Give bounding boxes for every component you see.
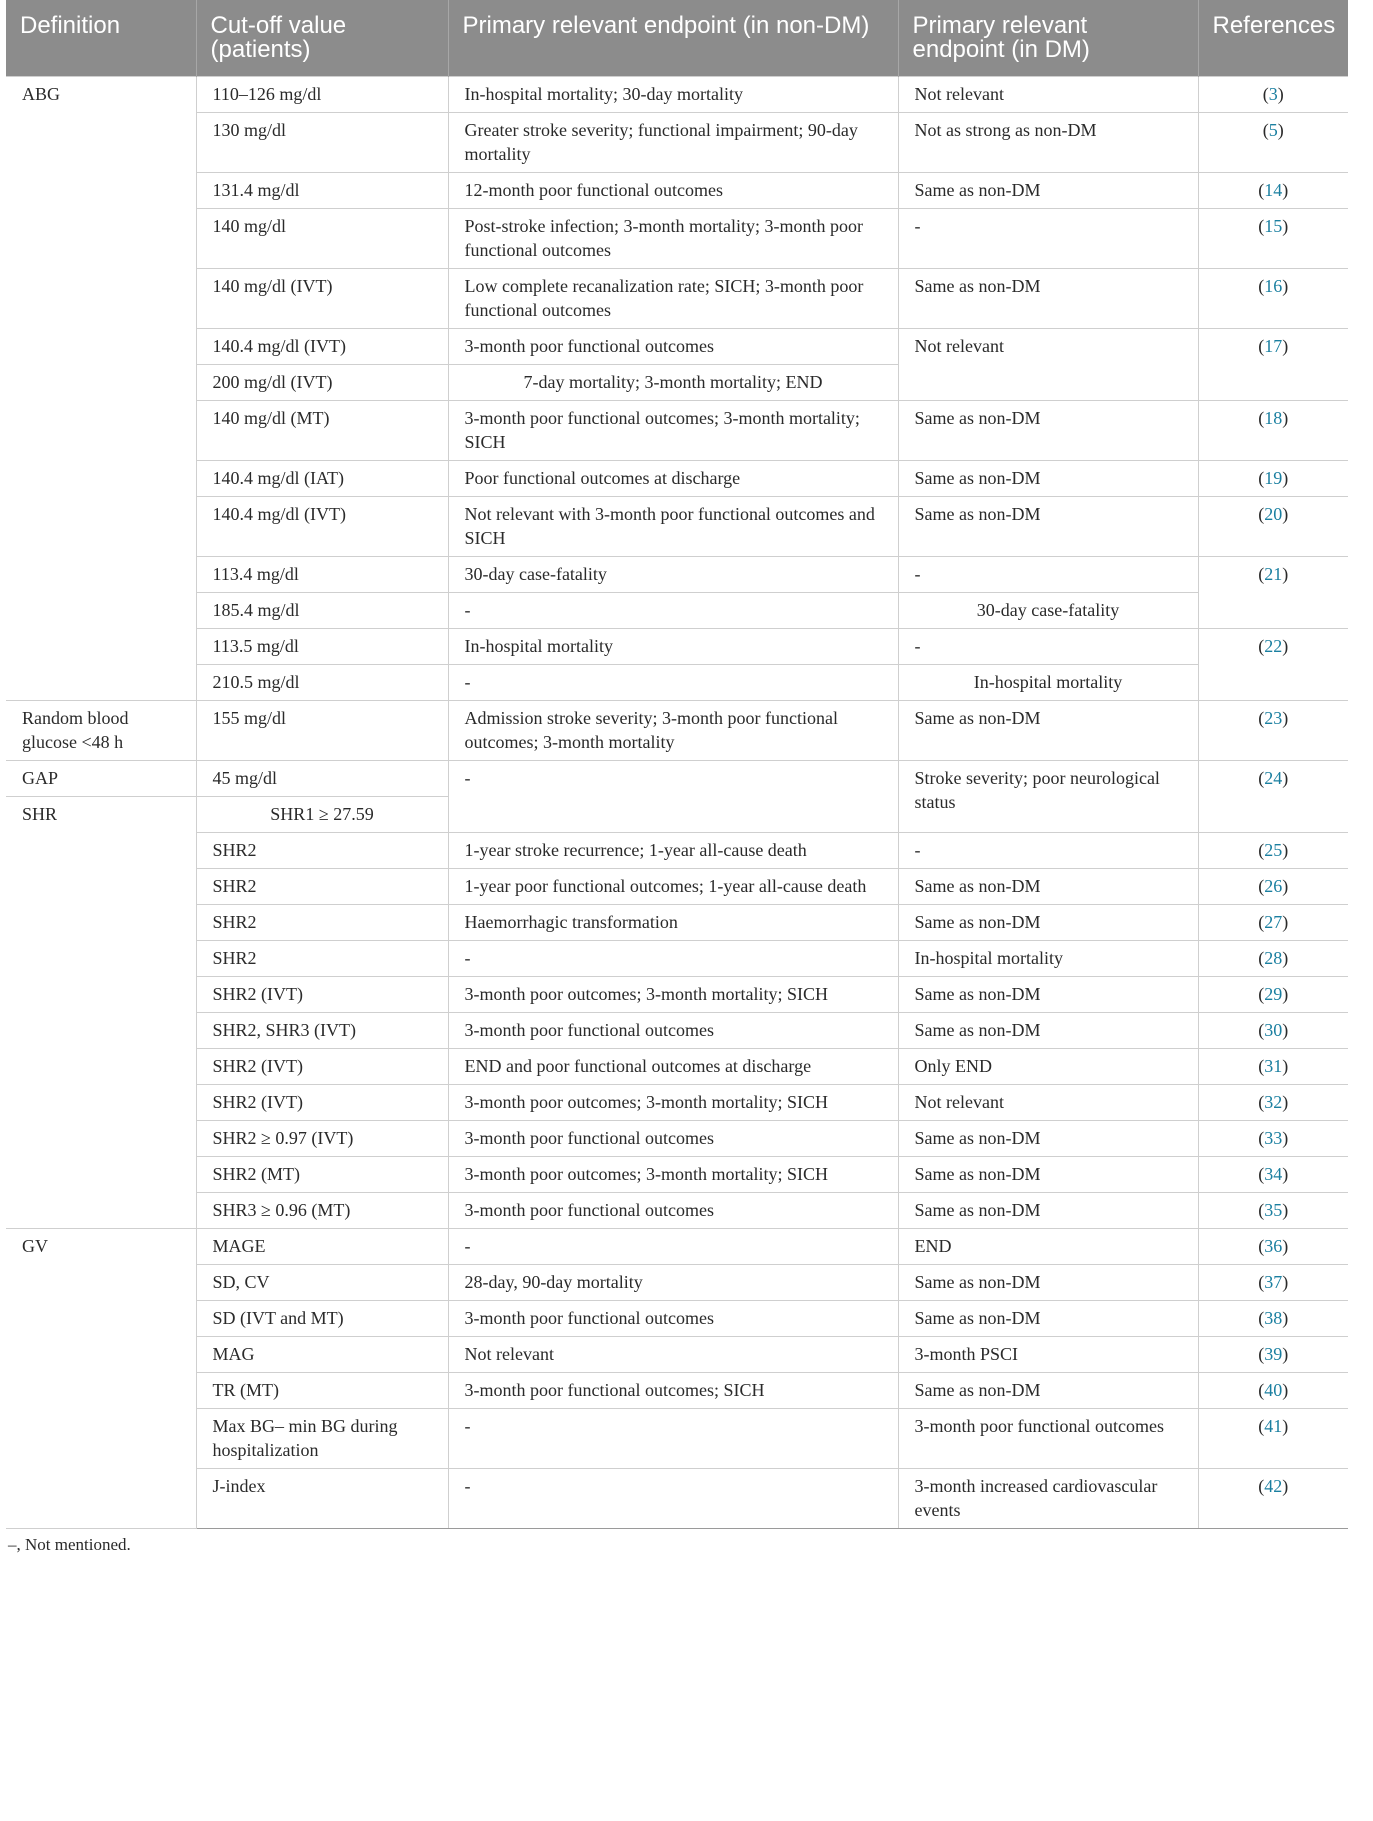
ref-link[interactable]: 28 — [1264, 948, 1283, 968]
nondm-cell: 3-month poor functional outcomes — [448, 1301, 898, 1337]
cutoff-cell: SHR2 — [196, 833, 448, 869]
dm-cell: Same as non-DM — [898, 1193, 1198, 1229]
ref-cell: (39) — [1198, 1337, 1348, 1373]
ref-link[interactable]: 15 — [1264, 216, 1283, 236]
cutoff-cell: SHR2 ≥ 0.97 (IVT) — [196, 1121, 448, 1157]
ref-link[interactable]: 25 — [1264, 840, 1283, 860]
table-row — [6, 557, 1348, 593]
cutoff-cell: 113.5 mg/dl — [196, 629, 448, 665]
nondm-cell: 3-month poor functional outcomes; 3-month mortality; SICH — [448, 401, 898, 461]
ref-link[interactable]: 16 — [1264, 276, 1283, 296]
table-row — [6, 1121, 1348, 1157]
ref-link[interactable]: 35 — [1264, 1200, 1283, 1220]
table-row — [6, 329, 1348, 365]
ref-link[interactable]: 42 — [1264, 1476, 1283, 1496]
ref-cell: (29) — [1198, 977, 1348, 1013]
nondm-cell: - — [448, 1229, 898, 1265]
glucose-cutoff-table — [6, 0, 1348, 1529]
table-row — [6, 1193, 1348, 1229]
ref-link[interactable]: 33 — [1264, 1128, 1283, 1148]
table-row — [6, 269, 1348, 329]
dm-cell: Same as non-DM — [898, 497, 1198, 557]
table-row — [6, 461, 1348, 497]
dm-cell: Same as non-DM — [898, 701, 1198, 761]
nondm-cell: 3-month poor functional outcomes; SICH — [448, 1373, 898, 1409]
dm-cell: - — [898, 833, 1198, 869]
table-row — [6, 1157, 1348, 1193]
table-header-row — [6, 0, 1348, 77]
dm-cell: END — [898, 1229, 1198, 1265]
ref-link[interactable]: 17 — [1264, 336, 1283, 356]
table-row — [6, 1409, 1348, 1469]
cutoff-cell: SD (IVT and MT) — [196, 1301, 448, 1337]
table-footnote: –, Not mentioned. — [8, 1535, 131, 1554]
table-row — [6, 1373, 1348, 1409]
nondm-cell: 3-month poor functional outcomes — [448, 1121, 898, 1157]
dm-cell: Same as non-DM — [898, 977, 1198, 1013]
cutoff-cell: SHR2 (IVT) — [196, 1085, 448, 1121]
table-row — [6, 401, 1348, 461]
ref-cell: (41) — [1198, 1409, 1348, 1469]
ref-cell: (31) — [1198, 1049, 1348, 1085]
cutoff-cell: SHR2 — [196, 869, 448, 905]
ref-cell: (16) — [1198, 269, 1348, 329]
table-row — [6, 1301, 1348, 1337]
nondm-cell: - — [448, 941, 898, 977]
nondm-cell: In-hospital mortality — [448, 629, 898, 665]
ref-link[interactable]: 20 — [1264, 504, 1283, 524]
dm-cell: 3-month poor functional outcomes — [898, 1409, 1198, 1469]
nondm-cell: 3-month poor outcomes; 3-month mortality; SICH — [448, 1085, 898, 1121]
table-row — [6, 1049, 1348, 1085]
ref-cell: (15) — [1198, 209, 1348, 269]
dm-cell: - — [898, 557, 1198, 593]
group-abg: ABG — [6, 77, 196, 701]
ref-link[interactable]: 39 — [1264, 1344, 1283, 1364]
cutoff-cell: SHR2, SHR3 (IVT) — [196, 1013, 448, 1049]
ref-link[interactable]: 3 — [1268, 84, 1278, 104]
cutoff-cell: 113.4 mg/dl — [196, 557, 448, 593]
ref-link[interactable]: 24 — [1264, 768, 1283, 788]
table-row — [6, 701, 1348, 761]
dm-cell: Same as non-DM — [898, 401, 1198, 461]
header-endpoint-dm: Primary relevant endpoint (in DM) — [898, 0, 1198, 77]
cutoff-cell: 155 mg/dl — [196, 701, 448, 761]
ref-cell: (20) — [1198, 497, 1348, 557]
ref-cell: (37) — [1198, 1265, 1348, 1301]
nondm-cell: - — [448, 1409, 898, 1469]
cutoff-cell: J-index — [196, 1469, 448, 1529]
nondm-cell: END and poor functional outcomes at discharge — [448, 1049, 898, 1085]
dm-cell: - — [898, 209, 1198, 269]
ref-cell: (42) — [1198, 1469, 1348, 1529]
nondm-cell: 7-day mortality; 3-month mortality; END — [448, 365, 898, 401]
nondm-cell: 3-month poor outcomes; 3-month mortality; SICH — [448, 977, 898, 1013]
cutoff-cell: SHR1 ≥ 27.59 — [196, 797, 448, 833]
header-definition: Definition — [6, 0, 196, 77]
ref-cell: (5) — [1198, 113, 1348, 173]
ref-link[interactable]: 37 — [1264, 1272, 1283, 1292]
ref-link[interactable]: 26 — [1264, 876, 1283, 896]
dm-cell: Same as non-DM — [898, 1373, 1198, 1409]
dm-cell: Same as non-DM — [898, 905, 1198, 941]
ref-link[interactable]: 38 — [1264, 1308, 1283, 1328]
ref-cell: (25) — [1198, 833, 1348, 869]
group-gv: GV — [6, 1229, 196, 1529]
table-row — [6, 665, 1348, 701]
ref-link[interactable]: 14 — [1264, 180, 1283, 200]
table-row — [6, 77, 1348, 113]
cutoff-cell: 140 mg/dl — [196, 209, 448, 269]
ref-cell: (17) — [1198, 329, 1348, 401]
nondm-cell: - — [448, 761, 898, 833]
nondm-cell: 3-month poor functional outcomes — [448, 1193, 898, 1229]
ref-cell: (24) — [1198, 761, 1348, 833]
ref-link[interactable]: 23 — [1264, 708, 1283, 728]
nondm-cell: Not relevant — [448, 1337, 898, 1373]
dm-cell: Same as non-DM — [898, 1265, 1198, 1301]
ref-cell: (30) — [1198, 1013, 1348, 1049]
ref-cell: (23) — [1198, 701, 1348, 761]
dm-cell: Same as non-DM — [898, 1013, 1198, 1049]
nondm-cell: 30-day case-fatality — [448, 557, 898, 593]
cutoff-cell: 140 mg/dl (MT) — [196, 401, 448, 461]
ref-link[interactable]: 30 — [1264, 1020, 1283, 1040]
nondm-cell: Not relevant with 3-month poor functional outcomes and SICH — [448, 497, 898, 557]
nondm-cell: 28-day, 90-day mortality — [448, 1265, 898, 1301]
dm-cell: Not relevant — [898, 1085, 1198, 1121]
table-row — [6, 113, 1348, 173]
cutoff-cell: 140.4 mg/dl (IAT) — [196, 461, 448, 497]
ref-cell: (32) — [1198, 1085, 1348, 1121]
dm-cell: 30-day case-fatality — [898, 593, 1198, 629]
nondm-cell: 3-month poor functional outcomes — [448, 1013, 898, 1049]
group-gap: GAP — [6, 761, 196, 797]
cutoff-cell: SHR2 (IVT) — [196, 977, 448, 1013]
nondm-cell: - — [448, 1469, 898, 1529]
ref-cell: (26) — [1198, 869, 1348, 905]
dm-cell: 3-month PSCI — [898, 1337, 1198, 1373]
nondm-cell: Post-stroke infection; 3-month mortality; 3-month poor functional outcomes — [448, 209, 898, 269]
cutoff-cell: MAG — [196, 1337, 448, 1373]
dm-cell: In-hospital mortality — [898, 941, 1198, 977]
cutoff-cell: 140.4 mg/dl (IVT) — [196, 329, 448, 365]
table-row — [6, 1013, 1348, 1049]
table-row — [6, 905, 1348, 941]
ref-link[interactable]: 34 — [1264, 1164, 1283, 1184]
ref-cell: (36) — [1198, 1229, 1348, 1265]
group-random: Random blood glucose <48 h — [6, 701, 196, 761]
cutoff-cell: SHR2 (MT) — [196, 1157, 448, 1193]
dm-cell: Only END — [898, 1049, 1198, 1085]
dm-cell: Not relevant — [898, 329, 1198, 401]
ref-link[interactable]: 36 — [1264, 1236, 1283, 1256]
nondm-cell: 3-month poor outcomes; 3-month mortality; SICH — [448, 1157, 898, 1193]
ref-link[interactable]: 29 — [1264, 984, 1283, 1004]
ref-cell: (22) — [1198, 629, 1348, 701]
ref-link[interactable]: 19 — [1264, 468, 1283, 488]
ref-link[interactable]: 18 — [1264, 408, 1283, 428]
cutoff-cell: 210.5 mg/dl — [196, 665, 448, 701]
ref-cell: (3) — [1198, 77, 1348, 113]
nondm-cell: 1-year stroke recurrence; 1-year all-cause death — [448, 833, 898, 869]
ref-link[interactable]: 41 — [1264, 1416, 1283, 1436]
nondm-cell: Greater stroke severity; functional impairment; 90-day mortality — [448, 113, 898, 173]
cutoff-cell: 131.4 mg/dl — [196, 173, 448, 209]
cutoff-cell: SD, CV — [196, 1265, 448, 1301]
cutoff-cell: 140 mg/dl (IVT) — [196, 269, 448, 329]
ref-cell: (28) — [1198, 941, 1348, 977]
cutoff-cell: 110–126 mg/dl — [196, 77, 448, 113]
cutoff-cell: MAGE — [196, 1229, 448, 1265]
dm-cell: Same as non-DM — [898, 869, 1198, 905]
ref-link[interactable]: 32 — [1264, 1092, 1283, 1112]
cutoff-cell: SHR3 ≥ 0.96 (MT) — [196, 1193, 448, 1229]
ref-cell: (40) — [1198, 1373, 1348, 1409]
cutoff-cell: SHR2 — [196, 941, 448, 977]
table-row — [6, 173, 1348, 209]
dm-cell: 3-month increased cardiovascular events — [898, 1469, 1198, 1529]
ref-cell: (27) — [1198, 905, 1348, 941]
cutoff-cell: 130 mg/dl — [196, 113, 448, 173]
table-row — [6, 1265, 1348, 1301]
ref-link[interactable]: 22 — [1264, 636, 1283, 656]
nondm-cell: In-hospital mortality; 30-day mortality — [448, 77, 898, 113]
dm-cell: Same as non-DM — [898, 461, 1198, 497]
table-row — [6, 497, 1348, 557]
dm-cell: In-hospital mortality — [898, 665, 1198, 701]
dm-cell: Not as strong as non-DM — [898, 113, 1198, 173]
dm-cell: - — [898, 629, 1198, 665]
cutoff-cell: 140.4 mg/dl (IVT) — [196, 497, 448, 557]
nondm-cell: Haemorrhagic transformation — [448, 905, 898, 941]
cutoff-cell: 45 mg/dl — [196, 761, 448, 797]
dm-cell: Same as non-DM — [898, 173, 1198, 209]
nondm-cell: 12-month poor functional outcomes — [448, 173, 898, 209]
table-row — [6, 977, 1348, 1013]
dm-cell: Same as non-DM — [898, 269, 1198, 329]
nondm-cell: 3-month poor functional outcomes — [448, 329, 898, 365]
ref-cell: (34) — [1198, 1157, 1348, 1193]
table-row — [6, 761, 1348, 797]
table-row — [6, 1229, 1348, 1265]
table-row — [6, 833, 1348, 869]
dm-cell: Not relevant — [898, 77, 1198, 113]
table-row — [6, 1469, 1348, 1529]
cutoff-cell: Max BG– min BG during hospitalization — [196, 1409, 448, 1469]
nondm-cell: Poor functional outcomes at discharge — [448, 461, 898, 497]
cutoff-cell: 200 mg/dl (IVT) — [196, 365, 448, 401]
ref-link[interactable]: 21 — [1264, 564, 1283, 584]
ref-link[interactable]: 40 — [1264, 1380, 1283, 1400]
ref-cell: (18) — [1198, 401, 1348, 461]
ref-cell: (33) — [1198, 1121, 1348, 1157]
cutoff-cell: 185.4 mg/dl — [196, 593, 448, 629]
dm-cell: Stroke severity; poor neurological status — [898, 761, 1198, 833]
table-row — [6, 593, 1348, 629]
table-row — [6, 209, 1348, 269]
table-row — [6, 1337, 1348, 1373]
ref-cell: (38) — [1198, 1301, 1348, 1337]
ref-cell: (21) — [1198, 557, 1348, 629]
ref-cell: (19) — [1198, 461, 1348, 497]
dm-cell: Same as non-DM — [898, 1157, 1198, 1193]
ref-link[interactable]: 5 — [1268, 120, 1278, 140]
ref-cell: (35) — [1198, 1193, 1348, 1229]
dm-cell: Same as non-DM — [898, 1121, 1198, 1157]
nondm-cell: 1-year poor functional outcomes; 1-year all-cause death — [448, 869, 898, 905]
table-row — [6, 629, 1348, 665]
cutoff-cell: TR (MT) — [196, 1373, 448, 1409]
nondm-cell: Admission stroke severity; 3-month poor functional outcomes; 3-month mortality — [448, 701, 898, 761]
nondm-cell: Low complete recanalization rate; SICH; 3-month poor functional outcomes — [448, 269, 898, 329]
header-endpoint-nondm: Primary relevant endpoint (in non-DM) — [448, 0, 898, 77]
table-row — [6, 1085, 1348, 1121]
table-row — [6, 941, 1348, 977]
ref-link[interactable]: 27 — [1264, 912, 1283, 932]
group-shr: SHR — [6, 797, 196, 1229]
header-cutoff: Cut-off value (patients) — [196, 0, 448, 77]
table-row — [6, 869, 1348, 905]
nondm-cell: - — [448, 665, 898, 701]
header-references: References — [1198, 0, 1348, 77]
table-page — [6, 0, 1348, 1555]
ref-link[interactable]: 31 — [1264, 1056, 1283, 1076]
cutoff-cell: SHR2 (IVT) — [196, 1049, 448, 1085]
nondm-cell: - — [448, 593, 898, 629]
dm-cell: Same as non-DM — [898, 1301, 1198, 1337]
cutoff-cell: SHR2 — [196, 905, 448, 941]
ref-cell: (14) — [1198, 173, 1348, 209]
